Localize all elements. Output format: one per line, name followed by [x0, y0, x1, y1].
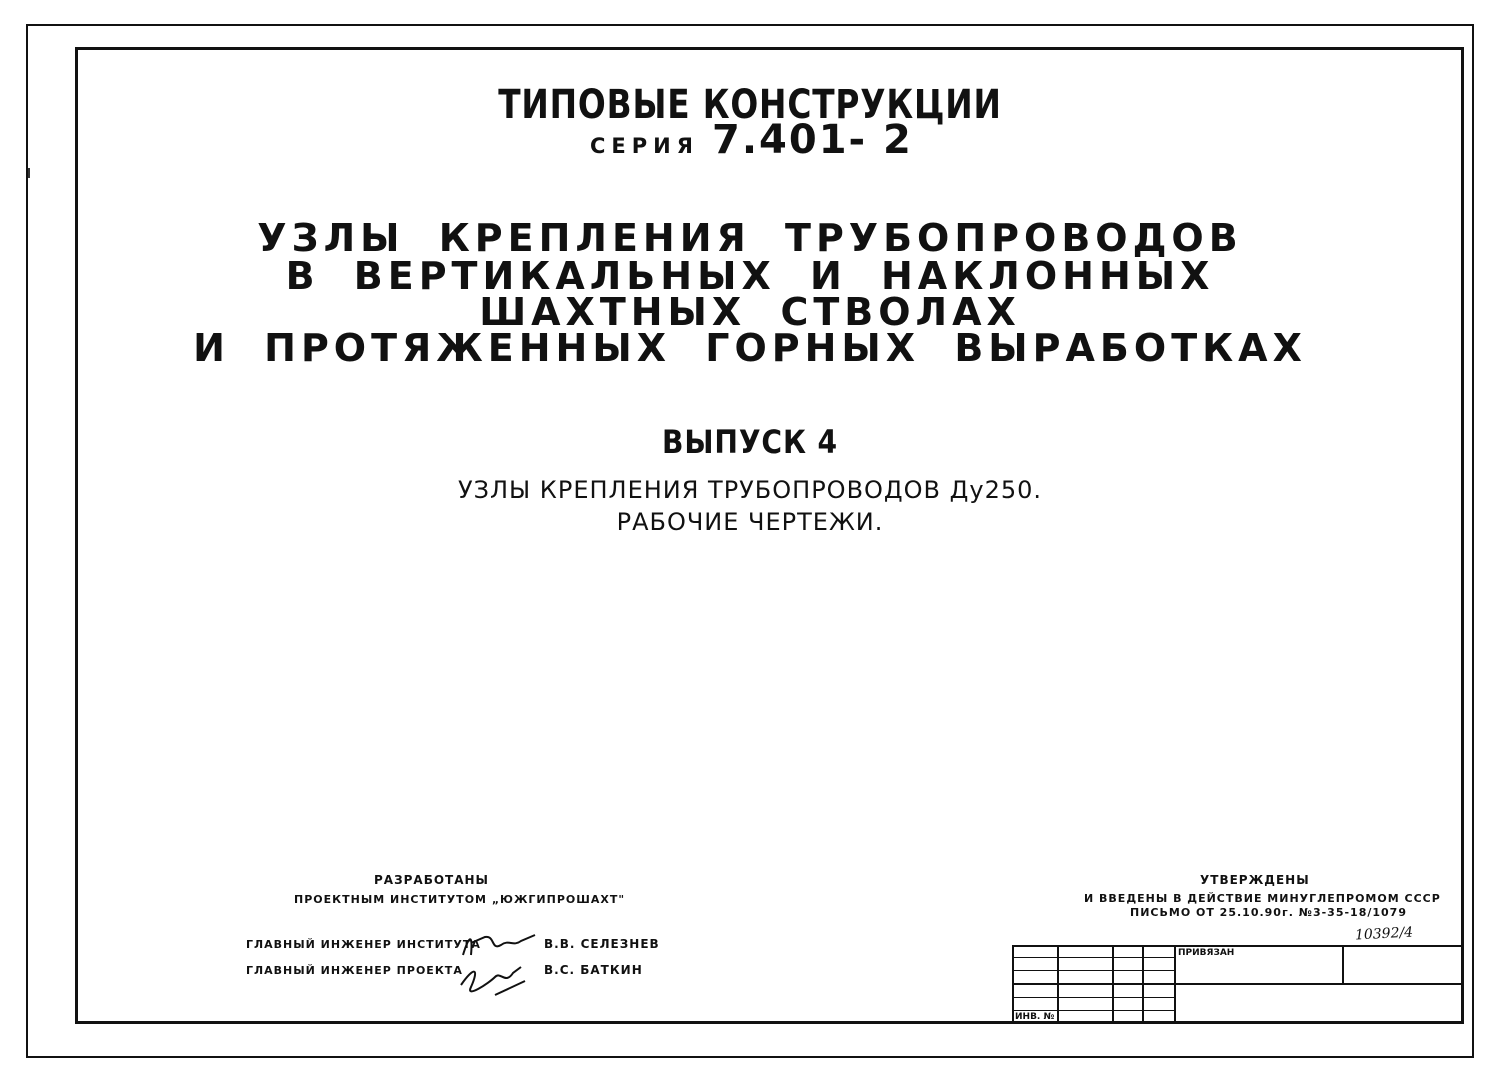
series-number: 7.401- 2	[712, 117, 913, 163]
chief-project-label: ГЛАВНЫЙ ИНЖЕНЕР ПРОЕКТА	[246, 964, 463, 977]
chief-project-name: В.С. БАТКИН	[544, 963, 643, 977]
approved-heading: УТВЕРЖДЕНЫ	[1200, 873, 1310, 887]
main-title-line-4: И ПРОТЯЖЕННЫХ ГОРНЫХ ВЫРАБОТКАХ	[193, 326, 1307, 370]
stamp-line	[1012, 957, 1176, 958]
series-line	[590, 117, 913, 163]
stamp-line	[1012, 970, 1176, 971]
scan-mark	[28, 168, 30, 178]
stamp-line	[1012, 983, 1464, 985]
issue-label: ВЫПУСК 4	[661, 423, 839, 461]
inventory-number: 10392/4	[1354, 924, 1414, 944]
stamp-line	[1012, 945, 1464, 947]
tied-label: ПРИВЯЗАН	[1178, 948, 1235, 958]
approved-line-2: ПИСЬМО ОТ 25.10.90г. №3-35-18/1079	[1130, 906, 1407, 919]
approved-line-1: И ВВЕДЕНЫ В ДЕЙСТВИЕ МИНУГЛЕПРОМОМ СССР	[1084, 892, 1441, 905]
issue-subtitle-1: УЗЛЫ КРЕПЛЕНИЯ ТРУБОПРОВОДОВ Ду250.	[457, 476, 1043, 504]
issue-subtitle-2: РАБОЧИЕ ЧЕРТЕЖИ.	[616, 508, 884, 536]
stamp-line	[1012, 1010, 1176, 1011]
chief-institute-name: В.В. СЕЛЕЗНЕВ	[544, 937, 660, 951]
document-type-title: ТИПОВЫЕ КОНСТРУКЦИИ	[498, 82, 1002, 128]
stamp-line	[1012, 997, 1176, 998]
main-title-line-2: В ВЕРТИКАЛЬНЫХ И НАКЛОННЫХ	[285, 254, 1215, 298]
stamp-table	[1012, 945, 1464, 1024]
inv-label: ИНВ. №	[1015, 1012, 1055, 1022]
main-title-line-1: УЗЛЫ КРЕПЛЕНИЯ ТРУБОПРОВОДОВ	[257, 216, 1243, 260]
chief-institute-label: ГЛАВНЫЙ ИНЖЕНЕР ИНСТИТУТА	[246, 938, 481, 951]
developed-by: ПРОЕКТНЫМ ИНСТИТУТОМ „ЮЖГИПРОШАХТ"	[294, 893, 626, 906]
main-title-line-3: ШАХТНЫХ СТВОЛАХ	[479, 290, 1021, 334]
developed-heading: РАЗРАБОТАНЫ	[374, 873, 489, 887]
series-label: СЕРИЯ	[590, 134, 699, 158]
stamp-line	[1342, 945, 1344, 983]
signature-graphic	[455, 925, 545, 1005]
